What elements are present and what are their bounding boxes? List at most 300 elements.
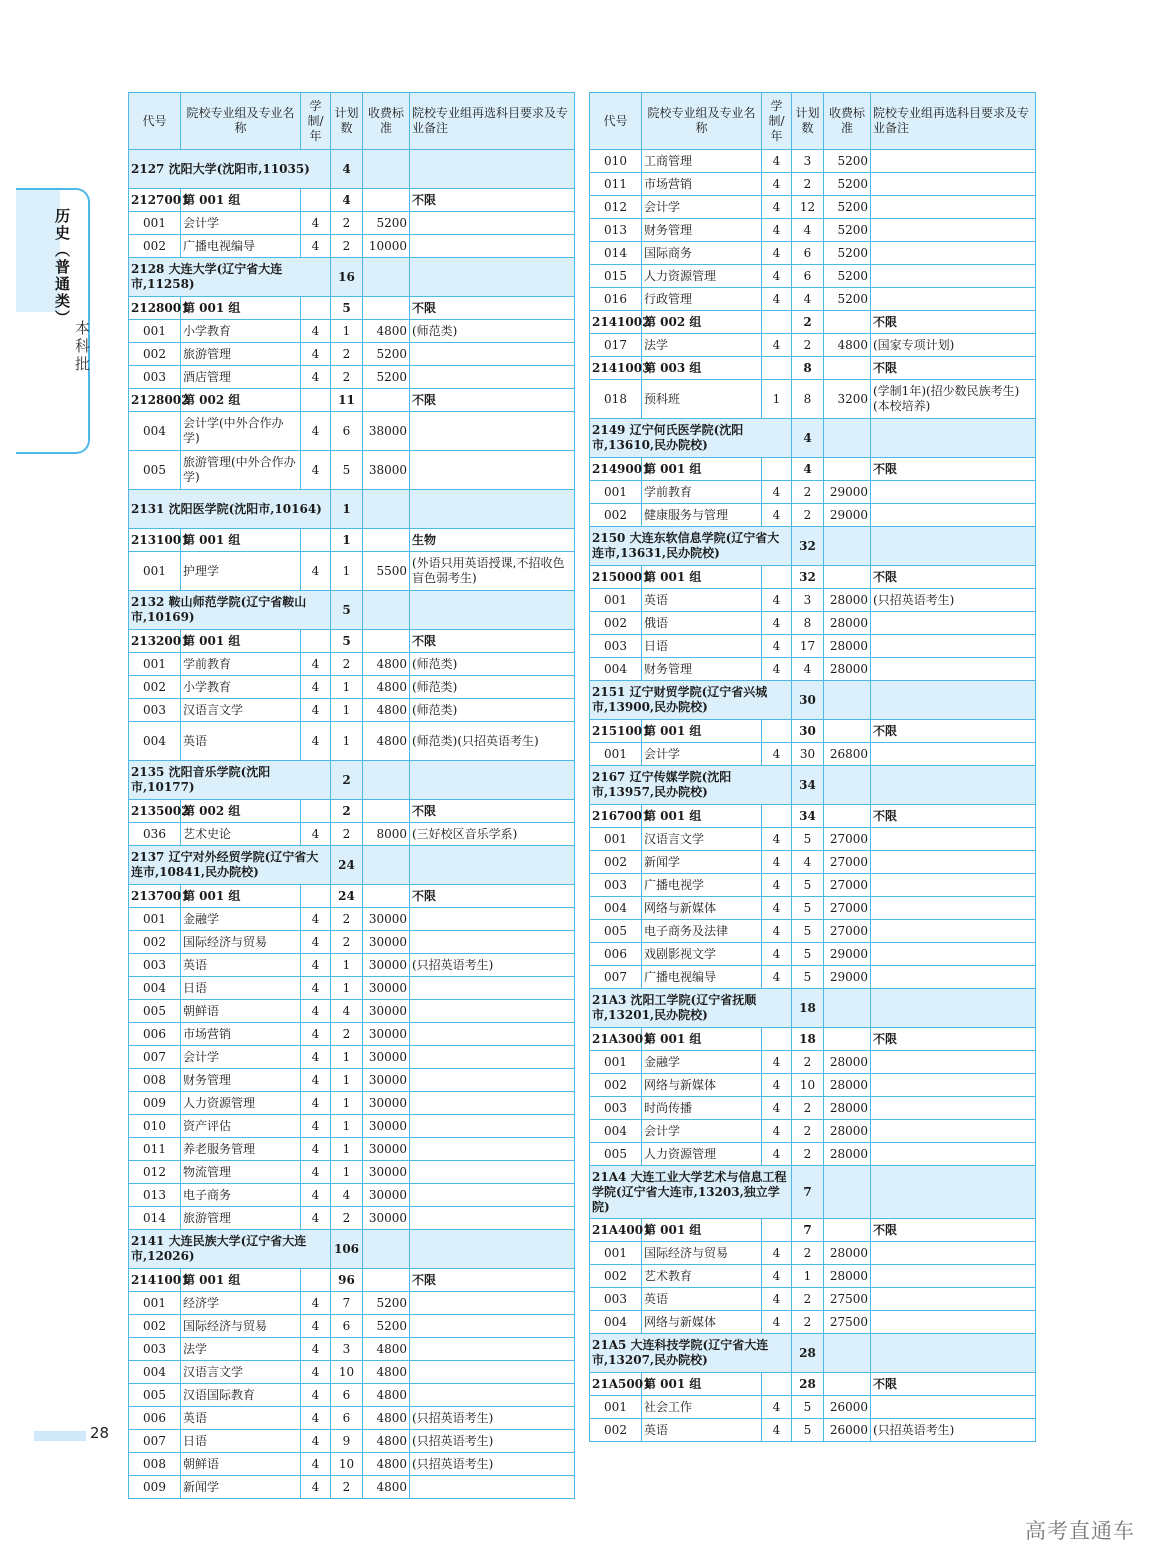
school-fee-empty bbox=[363, 258, 410, 297]
group-fee bbox=[363, 885, 410, 908]
major-fee: 27000 bbox=[824, 874, 871, 897]
major-years: 4 bbox=[762, 1419, 792, 1442]
major-code: 007 bbox=[590, 966, 642, 989]
major-row bbox=[129, 722, 575, 761]
group-row bbox=[590, 311, 1036, 334]
major-years: 4 bbox=[301, 699, 331, 722]
major-fee: 5200 bbox=[824, 173, 871, 196]
major-code: 003 bbox=[590, 635, 642, 658]
school-name: 2151 辽宁财贸学院(辽宁省兴城市,13900,民办院校) bbox=[590, 681, 792, 720]
major-fee: 30000 bbox=[363, 1092, 410, 1115]
major-years: 4 bbox=[762, 828, 792, 851]
major-fee: 5200 bbox=[824, 219, 871, 242]
group-row bbox=[129, 885, 575, 908]
major-plan: 1 bbox=[331, 954, 363, 977]
major-row bbox=[129, 977, 575, 1000]
major-code: 011 bbox=[590, 173, 642, 196]
major-remark: (只招英语考生) bbox=[871, 589, 1036, 612]
major-remark bbox=[871, 1396, 1036, 1419]
major-code: 006 bbox=[129, 1023, 181, 1046]
group-requirement: 不限 bbox=[410, 297, 575, 320]
school-row bbox=[590, 1334, 1036, 1373]
group-name: 第 002 组 bbox=[181, 800, 301, 823]
major-plan: 5 bbox=[792, 1396, 824, 1419]
category-label: 历史（普通类） bbox=[53, 208, 71, 327]
major-name: 旅游管理 bbox=[181, 343, 301, 366]
major-years: 4 bbox=[762, 612, 792, 635]
major-row bbox=[590, 897, 1036, 920]
major-row bbox=[590, 288, 1036, 311]
major-row bbox=[129, 343, 575, 366]
group-row bbox=[129, 1269, 575, 1292]
school-row bbox=[129, 490, 575, 529]
school-remark-empty bbox=[410, 846, 575, 885]
group-name: 第 003 组 bbox=[642, 357, 762, 380]
major-fee: 26800 bbox=[824, 743, 871, 766]
major-fee: 30000 bbox=[363, 931, 410, 954]
major-remark: (只招英语考生) bbox=[410, 954, 575, 977]
major-remark bbox=[410, 1384, 575, 1407]
major-fee: 4800 bbox=[363, 1361, 410, 1384]
group-name: 第 001 组 bbox=[181, 189, 301, 212]
major-plan: 1 bbox=[331, 1092, 363, 1115]
major-plan: 6 bbox=[331, 412, 363, 451]
school-remark-empty bbox=[871, 527, 1036, 566]
group-code: 2141002 bbox=[590, 311, 642, 334]
major-years: 4 bbox=[301, 1046, 331, 1069]
major-years: 4 bbox=[762, 481, 792, 504]
group-code: 2167001 bbox=[590, 805, 642, 828]
major-fee: 4800 bbox=[363, 1430, 410, 1453]
group-name: 第 002 组 bbox=[642, 311, 762, 334]
major-fee: 26000 bbox=[824, 1396, 871, 1419]
major-code: 004 bbox=[129, 977, 181, 1000]
school-plan: 28 bbox=[792, 1334, 824, 1373]
group-years bbox=[762, 805, 792, 828]
major-name: 日语 bbox=[181, 1430, 301, 1453]
major-remark bbox=[410, 977, 575, 1000]
major-years: 4 bbox=[301, 954, 331, 977]
major-plan: 10 bbox=[792, 1074, 824, 1097]
major-fee: 5200 bbox=[824, 265, 871, 288]
major-plan: 4 bbox=[792, 219, 824, 242]
major-remark bbox=[410, 1361, 575, 1384]
major-remark bbox=[410, 366, 575, 389]
group-row bbox=[590, 805, 1036, 828]
header-name: 院校专业组及专业名称 bbox=[642, 93, 762, 150]
major-years: 4 bbox=[301, 823, 331, 846]
major-row bbox=[590, 1419, 1036, 1442]
group-row bbox=[129, 389, 575, 412]
major-name: 会计学 bbox=[642, 196, 762, 219]
group-code: 2132001 bbox=[129, 630, 181, 653]
major-row bbox=[129, 1069, 575, 1092]
major-years: 4 bbox=[301, 1338, 331, 1361]
school-fee-empty bbox=[363, 591, 410, 630]
school-fee-empty bbox=[824, 989, 871, 1028]
major-remark bbox=[871, 1288, 1036, 1311]
major-years: 4 bbox=[762, 504, 792, 527]
major-name: 电子商务及法律 bbox=[642, 920, 762, 943]
school-row bbox=[590, 766, 1036, 805]
major-name: 网络与新媒体 bbox=[642, 1074, 762, 1097]
major-name: 财务管理 bbox=[642, 658, 762, 681]
group-fee bbox=[363, 297, 410, 320]
header-code: 代号 bbox=[129, 93, 181, 150]
major-years: 4 bbox=[301, 1184, 331, 1207]
major-remark bbox=[410, 1184, 575, 1207]
school-remark-empty bbox=[410, 591, 575, 630]
major-row bbox=[590, 1396, 1036, 1419]
group-code: 21A5001 bbox=[590, 1373, 642, 1396]
major-remark: (师范类) bbox=[410, 653, 575, 676]
group-fee bbox=[363, 800, 410, 823]
header-name: 院校专业组及专业名称 bbox=[181, 93, 301, 150]
major-name: 英语 bbox=[181, 954, 301, 977]
group-row bbox=[590, 458, 1036, 481]
major-years: 4 bbox=[301, 1384, 331, 1407]
major-plan: 1 bbox=[792, 1265, 824, 1288]
major-fee: 27000 bbox=[824, 897, 871, 920]
major-name: 网络与新媒体 bbox=[642, 1311, 762, 1334]
major-name: 人力资源管理 bbox=[642, 1143, 762, 1166]
major-name: 会计学 bbox=[642, 743, 762, 766]
group-name: 第 001 组 bbox=[642, 720, 762, 743]
major-fee: 27000 bbox=[824, 851, 871, 874]
major-code: 018 bbox=[590, 380, 642, 419]
major-plan: 5 bbox=[792, 897, 824, 920]
major-row bbox=[129, 1207, 575, 1230]
major-plan: 2 bbox=[331, 908, 363, 931]
major-row bbox=[129, 676, 575, 699]
major-row bbox=[129, 1384, 575, 1407]
major-fee: 30000 bbox=[363, 954, 410, 977]
group-fee bbox=[824, 357, 871, 380]
major-row bbox=[129, 552, 575, 591]
major-remark: (国家专项计划) bbox=[871, 334, 1036, 357]
major-row bbox=[590, 173, 1036, 196]
major-plan: 2 bbox=[792, 1120, 824, 1143]
major-name: 电子商务 bbox=[181, 1184, 301, 1207]
group-years bbox=[301, 800, 331, 823]
major-fee: 5500 bbox=[363, 552, 410, 591]
major-code: 016 bbox=[590, 288, 642, 311]
major-plan: 5 bbox=[792, 828, 824, 851]
major-years: 4 bbox=[301, 676, 331, 699]
major-years: 4 bbox=[301, 451, 331, 490]
major-row bbox=[590, 481, 1036, 504]
major-years: 4 bbox=[301, 366, 331, 389]
major-remark bbox=[871, 1242, 1036, 1265]
major-remark bbox=[871, 828, 1036, 851]
major-code: 002 bbox=[590, 504, 642, 527]
major-fee: 28000 bbox=[824, 1143, 871, 1166]
major-fee: 30000 bbox=[363, 1115, 410, 1138]
school-plan: 30 bbox=[792, 681, 824, 720]
major-row bbox=[129, 1453, 575, 1476]
major-years: 4 bbox=[301, 1430, 331, 1453]
group-row bbox=[129, 630, 575, 653]
major-code: 012 bbox=[590, 196, 642, 219]
major-years: 4 bbox=[301, 1207, 331, 1230]
major-plan: 4 bbox=[792, 288, 824, 311]
school-plan: 32 bbox=[792, 527, 824, 566]
major-name: 旅游管理 bbox=[181, 1207, 301, 1230]
major-name: 艺术史论 bbox=[181, 823, 301, 846]
major-row bbox=[590, 612, 1036, 635]
major-name: 网络与新媒体 bbox=[642, 897, 762, 920]
group-code: 21A3001 bbox=[590, 1028, 642, 1051]
major-name: 学前教育 bbox=[181, 653, 301, 676]
major-name: 预科班 bbox=[642, 380, 762, 419]
major-fee: 28000 bbox=[824, 1265, 871, 1288]
major-fee: 4800 bbox=[363, 653, 410, 676]
major-fee: 28000 bbox=[824, 635, 871, 658]
group-row bbox=[129, 189, 575, 212]
school-plan: 106 bbox=[331, 1230, 363, 1269]
major-years: 4 bbox=[301, 931, 331, 954]
major-remark bbox=[871, 242, 1036, 265]
group-requirement: 不限 bbox=[871, 458, 1036, 481]
major-fee: 28000 bbox=[824, 658, 871, 681]
major-plan: 7 bbox=[331, 1292, 363, 1315]
major-plan: 1 bbox=[331, 977, 363, 1000]
major-remark bbox=[871, 851, 1036, 874]
major-remark bbox=[410, 1161, 575, 1184]
major-fee: 5200 bbox=[824, 196, 871, 219]
major-name: 汉语国际教育 bbox=[181, 1384, 301, 1407]
school-fee-empty bbox=[363, 490, 410, 529]
group-name: 第 001 组 bbox=[642, 566, 762, 589]
school-name: 2135 沈阳音乐学院(沈阳市,10177) bbox=[129, 761, 331, 800]
major-plan: 5 bbox=[792, 966, 824, 989]
major-years: 4 bbox=[762, 920, 792, 943]
major-row bbox=[129, 1092, 575, 1115]
major-years: 4 bbox=[301, 1092, 331, 1115]
major-name: 英语 bbox=[642, 1419, 762, 1442]
major-name: 学前教育 bbox=[642, 481, 762, 504]
major-plan: 12 bbox=[792, 196, 824, 219]
major-code: 005 bbox=[590, 920, 642, 943]
school-fee-empty bbox=[824, 766, 871, 805]
major-code: 008 bbox=[129, 1069, 181, 1092]
major-remark bbox=[410, 1046, 575, 1069]
major-name: 健康服务与管理 bbox=[642, 504, 762, 527]
major-plan: 1 bbox=[331, 699, 363, 722]
major-fee: 4800 bbox=[363, 1453, 410, 1476]
major-name: 时尚传播 bbox=[642, 1097, 762, 1120]
major-code: 004 bbox=[590, 897, 642, 920]
major-fee: 30000 bbox=[363, 1000, 410, 1023]
major-remark: (师范类) bbox=[410, 676, 575, 699]
major-row bbox=[590, 920, 1036, 943]
major-plan: 2 bbox=[792, 173, 824, 196]
major-code: 008 bbox=[129, 1453, 181, 1476]
school-fee-empty bbox=[824, 1334, 871, 1373]
major-row bbox=[590, 219, 1036, 242]
school-remark-empty bbox=[410, 150, 575, 189]
major-years: 4 bbox=[301, 212, 331, 235]
major-plan: 1 bbox=[331, 1138, 363, 1161]
major-remark bbox=[410, 1069, 575, 1092]
major-name: 财务管理 bbox=[642, 219, 762, 242]
group-fee bbox=[363, 389, 410, 412]
group-row bbox=[590, 357, 1036, 380]
school-row bbox=[590, 1166, 1036, 1219]
major-plan: 8 bbox=[792, 612, 824, 635]
major-plan: 2 bbox=[331, 1476, 363, 1499]
major-plan: 3 bbox=[792, 589, 824, 612]
major-plan: 4 bbox=[792, 658, 824, 681]
group-plan: 34 bbox=[792, 805, 824, 828]
group-row bbox=[129, 800, 575, 823]
major-years: 4 bbox=[301, 1453, 331, 1476]
major-code: 036 bbox=[129, 823, 181, 846]
major-name: 国际经济与贸易 bbox=[181, 931, 301, 954]
school-row bbox=[590, 419, 1036, 458]
school-fee-empty bbox=[363, 846, 410, 885]
major-remark bbox=[871, 265, 1036, 288]
major-years: 4 bbox=[301, 552, 331, 591]
major-years: 4 bbox=[762, 196, 792, 219]
major-plan: 6 bbox=[331, 1384, 363, 1407]
major-name: 经济学 bbox=[181, 1292, 301, 1315]
group-requirement: 不限 bbox=[871, 805, 1036, 828]
header-years: 学制/年 bbox=[762, 93, 792, 150]
major-plan: 2 bbox=[792, 334, 824, 357]
group-fee bbox=[824, 720, 871, 743]
major-fee: 4800 bbox=[363, 1338, 410, 1361]
major-code: 003 bbox=[590, 1288, 642, 1311]
major-plan: 1 bbox=[331, 1115, 363, 1138]
major-remark: (只招英语考生) bbox=[410, 1453, 575, 1476]
group-fee bbox=[824, 566, 871, 589]
major-years: 4 bbox=[762, 1074, 792, 1097]
group-row bbox=[129, 297, 575, 320]
major-fee: 4800 bbox=[363, 676, 410, 699]
major-name: 护理学 bbox=[181, 552, 301, 591]
major-remark bbox=[410, 1000, 575, 1023]
major-row bbox=[129, 212, 575, 235]
major-fee: 28000 bbox=[824, 612, 871, 635]
major-plan: 5 bbox=[331, 451, 363, 490]
major-name: 养老服务管理 bbox=[181, 1138, 301, 1161]
major-fee: 5200 bbox=[363, 366, 410, 389]
major-fee: 30000 bbox=[363, 1023, 410, 1046]
major-name: 市场营销 bbox=[642, 173, 762, 196]
major-name: 广播电视编导 bbox=[181, 235, 301, 258]
group-row bbox=[590, 1028, 1036, 1051]
major-fee: 4800 bbox=[824, 334, 871, 357]
major-plan: 2 bbox=[331, 653, 363, 676]
school-row bbox=[129, 1230, 575, 1269]
group-years bbox=[301, 1269, 331, 1292]
major-name: 国际经济与贸易 bbox=[642, 1242, 762, 1265]
major-name: 朝鲜语 bbox=[181, 1453, 301, 1476]
group-name: 第 001 组 bbox=[181, 1269, 301, 1292]
major-plan: 5 bbox=[792, 943, 824, 966]
major-remark bbox=[410, 1138, 575, 1161]
major-years: 1 bbox=[762, 380, 792, 419]
major-row bbox=[590, 1051, 1036, 1074]
group-row bbox=[590, 566, 1036, 589]
group-years bbox=[762, 1219, 792, 1242]
major-plan: 10 bbox=[331, 1453, 363, 1476]
major-fee: 27500 bbox=[824, 1311, 871, 1334]
major-name: 旅游管理(中外合作办学) bbox=[181, 451, 301, 490]
group-fee bbox=[824, 805, 871, 828]
major-row bbox=[590, 1265, 1036, 1288]
header-remark: 院校专业组再选科目要求及专业备注 bbox=[410, 93, 575, 150]
major-fee: 4800 bbox=[363, 699, 410, 722]
major-remark bbox=[410, 343, 575, 366]
major-fee: 27000 bbox=[824, 828, 871, 851]
major-row bbox=[129, 908, 575, 931]
major-name: 国际商务 bbox=[642, 242, 762, 265]
major-years: 4 bbox=[301, 1000, 331, 1023]
group-code: 2127001 bbox=[129, 189, 181, 212]
school-name: 2150 大连东软信息学院(辽宁省大连市,13631,民办院校) bbox=[590, 527, 792, 566]
major-years: 4 bbox=[762, 1097, 792, 1120]
group-requirement: 不限 bbox=[871, 720, 1036, 743]
major-fee: 4800 bbox=[363, 320, 410, 343]
major-name: 会计学 bbox=[181, 1046, 301, 1069]
major-years: 4 bbox=[762, 658, 792, 681]
major-plan: 1 bbox=[331, 1069, 363, 1092]
major-remark bbox=[871, 1074, 1036, 1097]
major-remark bbox=[871, 658, 1036, 681]
school-remark-empty bbox=[871, 419, 1036, 458]
school-fee-empty bbox=[824, 527, 871, 566]
major-plan: 8 bbox=[792, 380, 824, 419]
group-fee bbox=[363, 189, 410, 212]
group-plan: 5 bbox=[331, 297, 363, 320]
major-years: 4 bbox=[762, 334, 792, 357]
page-number-bar bbox=[34, 1431, 86, 1441]
major-code: 001 bbox=[590, 828, 642, 851]
major-plan: 2 bbox=[792, 1311, 824, 1334]
major-fee: 5200 bbox=[824, 288, 871, 311]
major-row bbox=[590, 828, 1036, 851]
school-plan: 16 bbox=[331, 258, 363, 297]
major-remark bbox=[410, 908, 575, 931]
major-code: 004 bbox=[129, 1361, 181, 1384]
major-code: 009 bbox=[129, 1476, 181, 1499]
major-row bbox=[129, 1046, 575, 1069]
major-row bbox=[129, 1361, 575, 1384]
group-code: 2141003 bbox=[590, 357, 642, 380]
major-years: 4 bbox=[301, 1023, 331, 1046]
major-row bbox=[129, 1138, 575, 1161]
major-years: 4 bbox=[762, 897, 792, 920]
major-plan: 1 bbox=[331, 320, 363, 343]
major-fee: 27000 bbox=[824, 920, 871, 943]
major-name: 人力资源管理 bbox=[181, 1092, 301, 1115]
group-code: 2137001 bbox=[129, 885, 181, 908]
major-code: 007 bbox=[129, 1430, 181, 1453]
school-row bbox=[129, 761, 575, 800]
school-remark-empty bbox=[410, 761, 575, 800]
major-remark: (只招英语考生) bbox=[410, 1407, 575, 1430]
group-years bbox=[301, 529, 331, 552]
school-remark-empty bbox=[410, 258, 575, 297]
group-plan: 18 bbox=[792, 1028, 824, 1051]
group-plan: 24 bbox=[331, 885, 363, 908]
major-fee: 29000 bbox=[824, 943, 871, 966]
major-plan: 6 bbox=[792, 265, 824, 288]
major-remark bbox=[871, 920, 1036, 943]
school-plan: 18 bbox=[792, 989, 824, 1028]
